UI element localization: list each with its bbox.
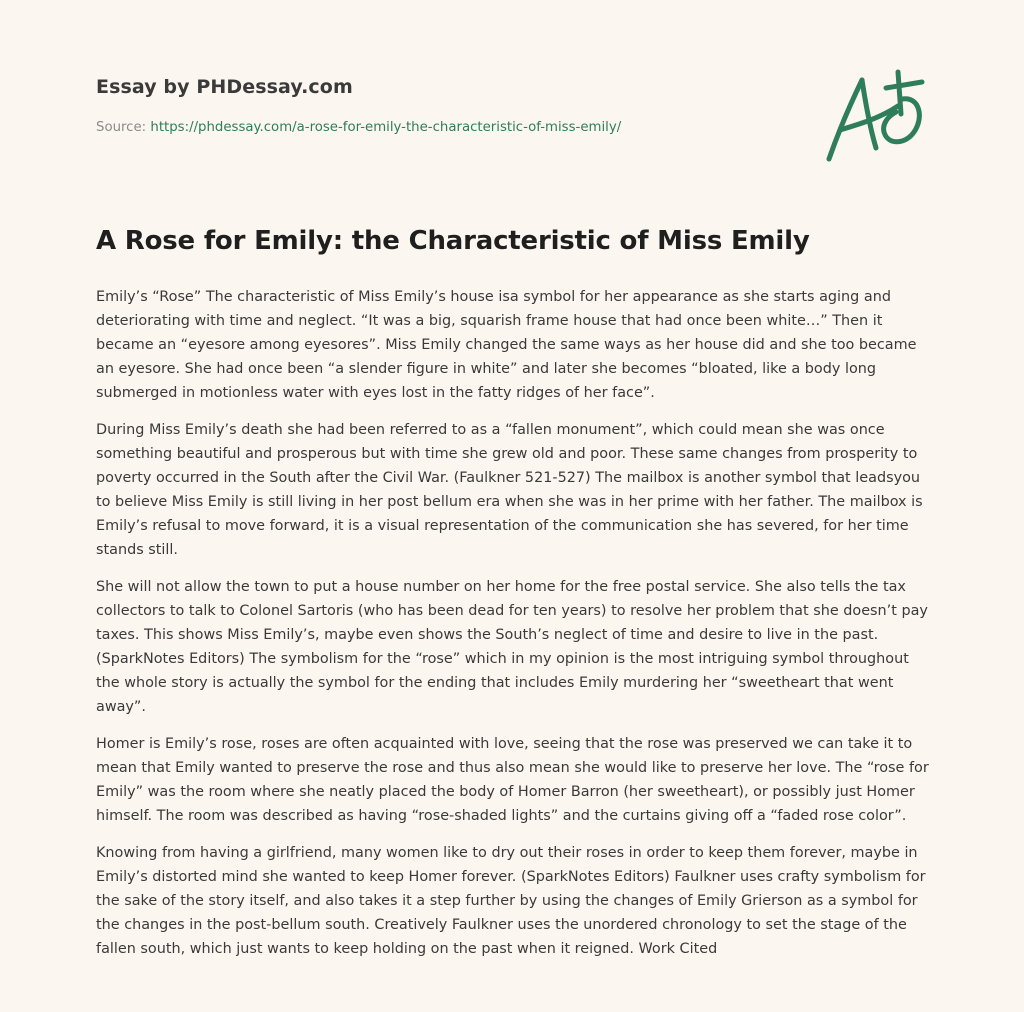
site-header	[96, 76, 621, 135]
a-plus-grade-icon	[822, 66, 926, 164]
essay-paragraph: Knowing from having a girlfriend, many women like to dry out their roses in order to keep them forever, maybe in Emily’s distorted mind she wanted to keep Homer forever. (SparkNotes Editors) Faulkner uses crafty symbolism for the sake of the story itself, and also takes it a step further by using the changes of Emily Grierson as a symbol for the changes in the post-bellum south. Creatively Faulkner uses the unordered chronology to set the stage of the fallen south, which just wants to keep holding on the past when it reigned. Work Cited	[96, 845, 926, 957]
source-line	[96, 120, 621, 135]
essay-title: A Rose for Emily: the Characteristic of Miss Emily	[96, 226, 810, 256]
essay-paragraph: Homer is Emily’s rose, roses are often acquainted with love, seeing that the rose was preserved we can take it to mean that Emily wanted to preserve the rose and thus also mean she would like to preserve her love. The “rose for Emily” was the room where she neatly placed the body of Homer Barron (her sweetheart), or possibly just Homer himself. The room was described as having “rose-shaded lights” and the curtains giving off a “faded rose color”.	[96, 736, 929, 824]
source-link[interactable]: https://phdessay.com/a-rose-for-emily-the-characteristic-of-miss-emily/	[150, 120, 622, 135]
source-label: Source:	[96, 120, 151, 135]
essay-body	[96, 285, 930, 974]
essay-paragraph: During Miss Emily’s death she had been referred to as a “fallen monument”, which could mean she was once something beautiful and prosperous but with time she grew old and poor. These same changes from prosperity to poverty occurred in the South after the Civil War. (Faulkner 521-527) The mailbox is another symbol that leadsyou to believe Miss Emily is still living in her post bellum era when she was in her prime with her father. The mailbox is Emily’s refusal to move forward, it is a visual representation of the communication she has severed, for her time stands still.	[96, 422, 923, 558]
site-title: Essay by PHDessay.com	[96, 76, 353, 98]
essay-paragraph: She will not allow the town to put a house number on her home for the free postal service. She also tells the tax collectors to talk to Colonel Sartoris (who has been dead for ten years) to resolve her problem that she doesn’t pay taxes. This shows Miss Emily’s, maybe even shows the South’s neglect of time and desire to live in the past. (SparkNotes Editors) The symbolism for the “rose” which in my opinion is the most intriguing symbol throughout the whole story is actually the symbol for the ending that includes Emily murdering her “sweetheart that went away”.	[96, 579, 928, 715]
essay-paragraph: Emily’s “Rose” The characteristic of Miss Emily’s house isa symbol for her appearance as she starts aging and deteriorating with time and neglect. “It was a big, squarish frame house that had once been white…” Then it became an “eyesore among eyesores”. Miss Emily changed the same ways as her house did and she too became an eyesore. She had once been “a slender figure in white” and later she becomes “bloated, like a body long submerged in motionless water with eyes lost in the fatty ridges of her face”.	[96, 289, 917, 401]
